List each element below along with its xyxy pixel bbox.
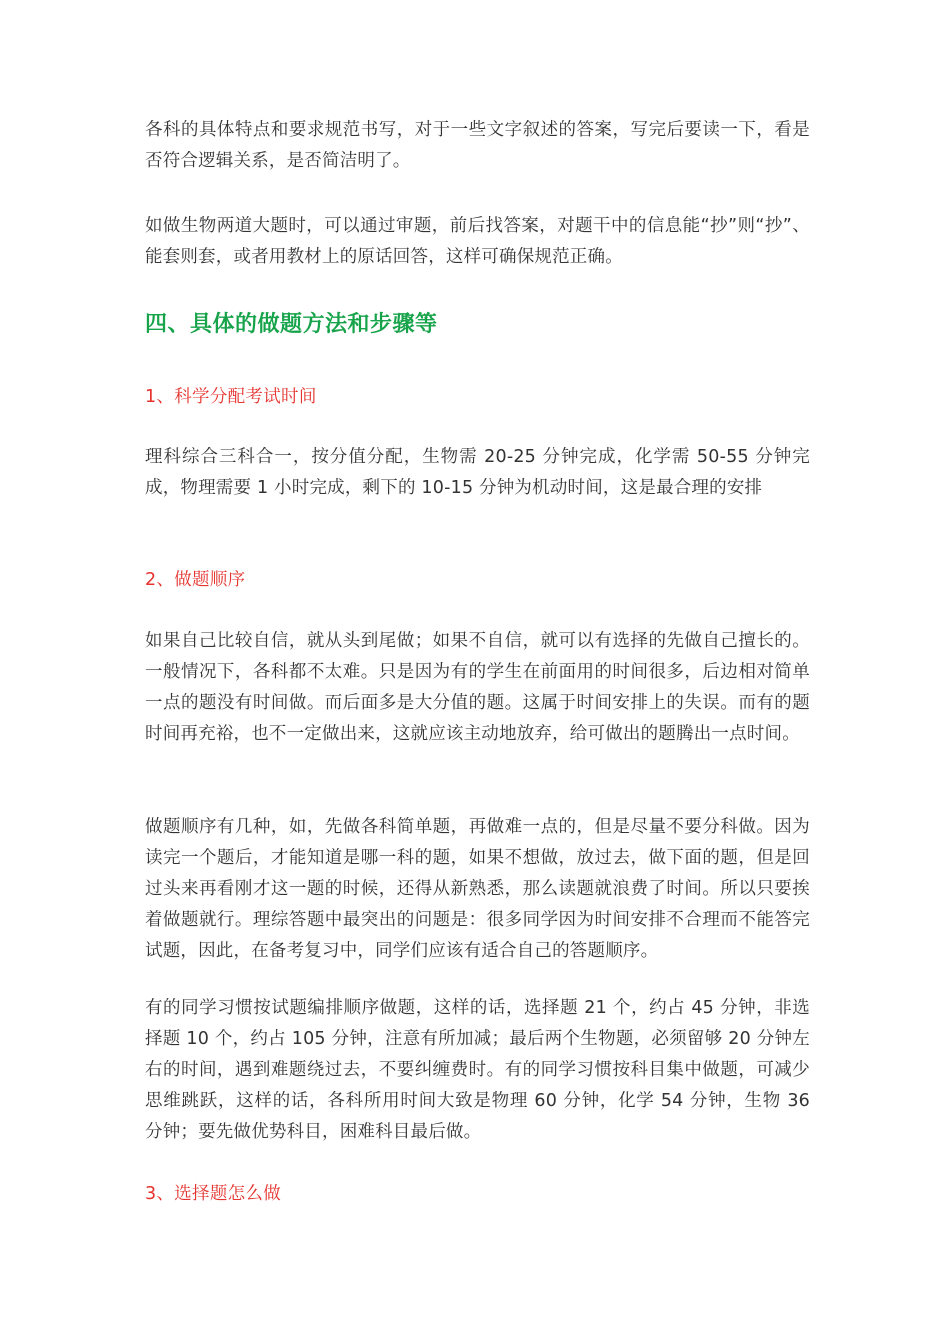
subheading-question-order: 2、做题顺序 <box>145 570 246 590</box>
subheading-time-allocation: 1、科学分配考试时间 <box>145 387 317 407</box>
section-heading-methods: 四、具体的做题方法和步骤等 <box>145 312 438 337</box>
paragraph-time-allocation: 理科综合三科合一，按分值分配，生物需 20-25 分钟完成，化学需 50-55 分钟完成，物理需要 1 小时完成，剩下的 10-15 分钟为机动时间，这是最合理的安排 <box>145 447 810 498</box>
paragraph-question-order-1: 如果自己比较自信，就从头到尾做；如果不自信，就可以有选择的先做自己擅长的。一般情况下，各科都不太难。只是因为有的学生在前面用的时间很多，后边相对简单一点的题没有时间做。而后面多是大分值的题。这属于时间安排上的失误。而有的题时间再充裕，也不一定做出来，这就应该主动地放弃，给可做出的题腾出一点时间。 <box>145 631 810 744</box>
paragraph-question-order-2: 做题顺序有几种，如，先做各科简单题，再做难一点的，但是尽量不要分科做。因为读完一个题后，才能知道是哪一科的题，如果不想做，放过去，做下面的题，但是回过头来再看刚才这一题的时候，还得从新熟悉，那么读题就浪费了时间。所以只要挨着做题就行。理综答题中最突出的问题是：很多同学因为时间安排不合理而不能答完试题，因此，在备考复习中，同学们应该有适合自己的答题顺序。 <box>145 817 810 961</box>
paragraph-answer-standard: 各科的具体特点和要求规范书写，对于一些文字叙述的答案，写完后要读一下，看是否符合逻辑关系，是否简洁明了。 <box>145 120 810 171</box>
paragraph-question-order-3: 有的同学习惯按试题编排顺序做题，这样的话，选择题 21 个，约占 45 分钟，非选择题 10 个，约占 105 分钟，注意有所加减；最后两个生物题，必须留够 20 分钟左右的时间，遇到难题绕过去，不要纠缠费时。有的同学习惯按科目集中做题，可减少思维跳跃，这样的话，各科所用时间大致是物理 60 分钟，化学 54 分钟，生物 36 分钟；要先做优势科目，困难科目最后做。 <box>145 998 810 1142</box>
paragraph-biology-example: 如做生物两道大题时，可以通过审题，前后找答案，对题干中的信息能“抄”则“抄”、能套则套，或者用教材上的原话回答，这样可确保规范正确。 <box>145 216 810 267</box>
subheading-multiple-choice: 3、选择题怎么做 <box>145 1184 282 1204</box>
